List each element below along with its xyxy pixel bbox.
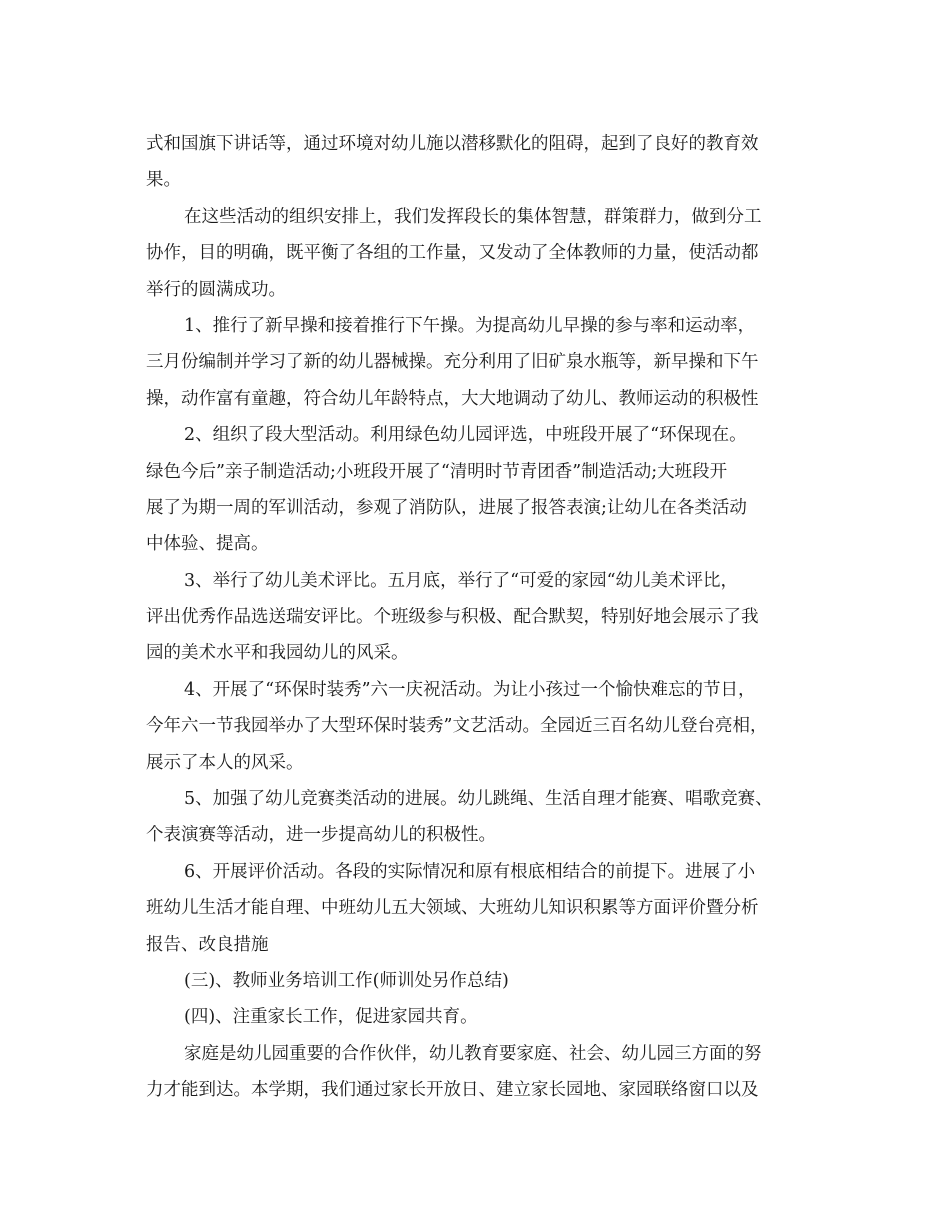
text-line: 4、开展了“环保时装秀”六一庆祝活动。为让小孩过一个愉快难忘的节日， — [184, 679, 756, 700]
text-line: 评出优秀作品选送瑞安评比。个班级参与积极、配合默契，特别好地会展示了我 — [146, 607, 759, 628]
text-line: 绿色今后”亲子制造活动;小班段开展了“清明时节青团香”制造活动;大班段开 — [146, 461, 728, 482]
text-line: 果。 — [146, 170, 181, 191]
text-line: 展示了本人的风采。 — [146, 752, 304, 773]
text-line: 园的美术水平和我园幼儿的风采。 — [146, 643, 409, 664]
text-line: 协作，目的明确，既平衡了各组的工作量，又发动了全体教师的力量，使活动都 — [146, 243, 759, 264]
text-line: 力才能到达。本学期，我们通过家长开放日、建立家长园地、家园联络窗口以及 — [146, 1080, 759, 1101]
section-heading: (三)、教师业务培训工作(师训处另作总结) — [184, 970, 509, 991]
text-line: 家庭是幼儿园重要的合作伙伴，幼儿教育要家庭、社会、幼儿园三方面的努 — [184, 1043, 762, 1064]
text-line: 5、加强了幼儿竞赛类活动的进展。幼儿跳绳、生活自理才能赛、唱歌竞赛、 — [184, 789, 773, 810]
text-line: 1、推行了新早操和接着推行下午操。为提高幼儿早操的参与率和运动率， — [184, 315, 756, 336]
document-body — [146, 126, 806, 1109]
text-line: 在这些活动的组织安排上，我们发挥段长的集体智慧，群策群力，做到分工 — [184, 206, 762, 227]
text-line: 报告、改良措施 — [146, 934, 269, 955]
text-line: 班幼儿生活才能自理、中班幼儿五大领域、大班幼儿知识积累等方面评价暨分析 — [146, 898, 759, 919]
text-line: 6、开展评价活动。各段的实际情况和原有根底相结合的前提下。进展了小 — [184, 861, 756, 882]
text-line: 操，动作富有童趣，符合幼儿年龄特点，大大地调动了幼儿、教师运动的积极性 — [146, 388, 759, 409]
text-line: 三月份编制并学习了新的幼儿器械操。充分利用了旧矿泉水瓶等，新早操和下午 — [146, 352, 759, 373]
text-line: 今年六一节我园举办了大型环保时装秀”文艺活动。全园近三百名幼儿登台亮相， — [146, 716, 768, 737]
text-line: 式和国旗下讲话等，通过环境对幼儿施以潜移默化的阻碍，起到了良好的教育效 — [146, 134, 759, 154]
text-line: 2、组织了段大型活动。利用绿色幼儿园评选，中班段开展了“环保现在。 — [184, 425, 747, 446]
text-line: 中体验、提高。 — [146, 534, 269, 555]
section-heading: (四)、注重家长工作，促进家园共育。 — [184, 1007, 478, 1028]
text-line: 个表演赛等活动，进一步提高幼儿的积极性。 — [146, 825, 496, 846]
text-line: 3、举行了幼儿美术评比。五月底，举行了“可爱的家园“幼儿美术评比， — [184, 570, 739, 591]
text-line: 举行的圆满成功。 — [146, 279, 286, 300]
text-line: 展了为期一周的军训活动，参观了消防队，进展了报答表演;让幼儿在各类活动 — [146, 497, 747, 518]
